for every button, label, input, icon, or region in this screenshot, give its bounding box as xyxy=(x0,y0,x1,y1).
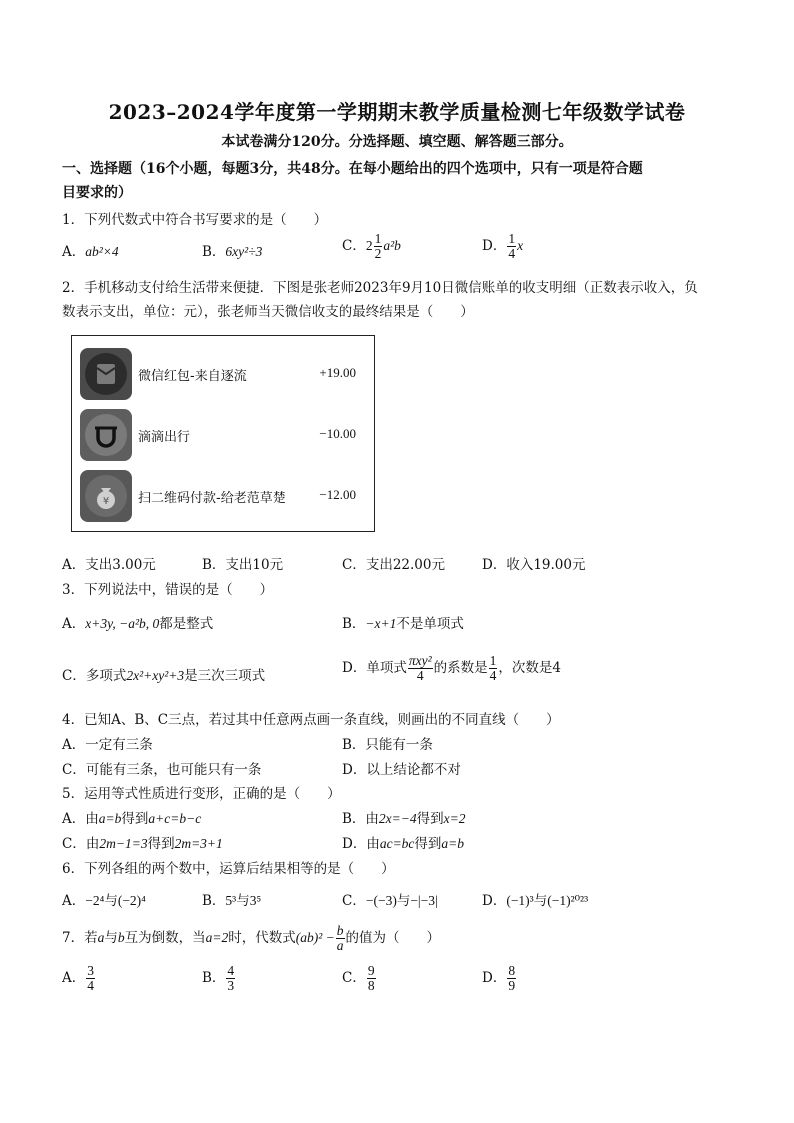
q7-option-b xyxy=(202,964,236,993)
q6-b-e1: 5³ xyxy=(225,893,237,908)
bill-row-amount: −10.00 xyxy=(319,426,356,441)
q5-c-mid: 得到 xyxy=(147,836,175,852)
q7-stem-b: 与 xyxy=(104,930,118,947)
q3-option-b xyxy=(342,612,464,632)
q1-d-num: 1 xyxy=(508,231,516,246)
q7-stem-a: 7．若 xyxy=(62,930,98,947)
q6-b-mid: 与 xyxy=(236,893,250,909)
q6-option-a xyxy=(62,889,146,909)
q2-stem-line2: 数表示支出，单位：元），张老师当天微信收支的最终结果是（ ） xyxy=(62,304,474,320)
q7-b-num: 4 xyxy=(227,963,235,978)
q3-d-label: D．单项式 xyxy=(342,660,407,677)
didi-logo-icon xyxy=(80,409,132,461)
q2-option-b: B．支出10元 xyxy=(202,557,284,573)
q7-stem-c: 互为倒数，当 xyxy=(124,930,206,947)
wechat-bill-figure xyxy=(71,335,375,532)
q6-a-label: A． xyxy=(62,893,86,909)
q7-d-den: 9 xyxy=(508,978,516,994)
q1-d-den: 4 xyxy=(508,246,516,262)
q1-b-label: B． xyxy=(202,244,226,260)
q1-stem: 1．下列代数式中符合书写要求的是（ ） xyxy=(62,212,328,228)
q3-c-tail: 是三次三项式 xyxy=(184,668,266,684)
q2-option-c: C．支出22.00元 xyxy=(342,557,445,573)
q7-a-label: A． xyxy=(62,970,86,987)
q7-a-den: 4 xyxy=(87,978,94,994)
q7-stem-v2: b xyxy=(117,930,125,946)
q3-d-den2: 4 xyxy=(489,668,497,684)
q5-c-e1: 2m−1=3 xyxy=(99,836,148,851)
q6-c-mid: 与 xyxy=(396,893,411,909)
q1-c-label: C． xyxy=(342,238,366,255)
q7-d-fraction xyxy=(507,964,516,993)
q1-option-b xyxy=(202,240,262,260)
q6-d-mid: 与 xyxy=(533,893,548,909)
q6-b-label: B． xyxy=(202,893,226,909)
q3-d-mid: 的系数是 xyxy=(433,660,488,677)
q7-a-fraction xyxy=(86,964,95,993)
q7-d-label: D． xyxy=(482,970,507,987)
q7-option-a xyxy=(62,964,96,993)
q3-a-expr: x+3y, −a²b, 0 xyxy=(85,616,160,631)
q3-d-num: πxy² xyxy=(408,653,432,668)
q5-option-b xyxy=(342,807,466,827)
q5-a-mid: 得到 xyxy=(121,811,149,827)
q7-option-d xyxy=(482,964,517,993)
bill-row xyxy=(80,348,370,400)
q3-d-tail: ，次数是4 xyxy=(498,660,561,677)
q7-c-label: C． xyxy=(342,970,366,987)
q3-a-label: A． xyxy=(62,616,86,632)
q7-c-den: 8 xyxy=(367,978,375,994)
q5-b-mid: 得到 xyxy=(416,811,444,827)
q5-d-mid: 得到 xyxy=(414,836,442,852)
q3-option-a xyxy=(62,612,213,632)
q3-c-expr: 2x²+xy²+3 xyxy=(126,668,185,683)
q3-b-expr: −x+1 xyxy=(365,616,397,631)
q7-stem-tail: 的值为（ ） xyxy=(345,930,440,947)
q2-option-d: D．收入19.00元 xyxy=(482,557,586,573)
q6-c-e1: −(−3) xyxy=(365,893,397,908)
q1-c-whole: 2 xyxy=(365,238,373,254)
q6-a-e2: (−2)⁴ xyxy=(117,893,146,908)
bill-row xyxy=(80,470,370,522)
q7-stem-den: a xyxy=(336,938,344,954)
q7-c-num: 9 xyxy=(367,963,375,978)
q7-option-c xyxy=(342,964,377,993)
q3-d-fraction2 xyxy=(489,654,498,683)
q7-stem-e: a=2 xyxy=(205,930,229,946)
section-heading-line1: 一、选择题（16个小题，每题3分，共48分。在每小题给出的四个选项中，只有一项是符合题 xyxy=(62,161,643,177)
bill-row xyxy=(80,409,370,461)
q6-d-label: D． xyxy=(482,893,507,909)
q3-c-label: C．多项式 xyxy=(62,668,127,684)
q7-stem xyxy=(62,924,440,953)
q4-option-d: D．以上结论都不对 xyxy=(342,762,461,778)
q3-b-tail: 不是单项式 xyxy=(396,616,464,632)
bill-row-amount: −12.00 xyxy=(319,487,356,502)
q5-d-e2: a=b xyxy=(441,836,465,851)
q1-a-label: A． xyxy=(62,244,86,260)
money-bag-icon xyxy=(80,470,132,522)
q7-stem-d: 时，代数式 xyxy=(228,930,296,947)
section-heading-line2: 目要求的） xyxy=(62,185,132,201)
q4-option-b: B．只能有一条 xyxy=(342,737,433,753)
q5-c-e2: 2m=3+1 xyxy=(174,836,223,851)
q1-a-expr: ab²×4 xyxy=(85,244,119,259)
q6-stem: 6．下列各组的两个数中，运算后结果相等的是（ ） xyxy=(62,861,395,877)
q7-stem-fraction xyxy=(336,924,345,953)
q7-stem-expr: (ab)² − xyxy=(295,930,335,946)
q6-c-e2: −|−3| xyxy=(410,893,438,908)
q5-option-d xyxy=(342,832,464,852)
q5-b-e2: x=2 xyxy=(443,811,466,826)
red-envelope-icon xyxy=(80,348,132,400)
q1-option-d xyxy=(482,232,523,261)
q1-c-den: 2 xyxy=(374,246,382,262)
q1-c-tail: a²b xyxy=(383,238,401,254)
q3-option-d xyxy=(342,654,561,683)
q3-d-fraction xyxy=(408,654,433,683)
q3-stem: 3．下列说法中，错误的是（ ） xyxy=(62,582,274,598)
q5-option-a xyxy=(62,807,201,827)
q3-b-label: B． xyxy=(342,616,366,632)
q7-b-label: B． xyxy=(202,970,226,987)
svg-text:¥: ¥ xyxy=(102,496,110,507)
q7-a-num: 3 xyxy=(87,963,94,978)
q7-c-fraction xyxy=(367,964,376,993)
page-subtitle: 本试卷满分120分。分选择题、填空题、解答题三部分。 xyxy=(221,134,573,150)
page-title: 2023–2024学年度第一学期期末教学质量检测七年级数学试卷 xyxy=(108,100,686,124)
q2-option-a: A．支出3.00元 xyxy=(62,557,156,573)
q1-c-num: 1 xyxy=(374,231,382,246)
q5-b-label: B．由 xyxy=(342,811,379,827)
q1-d-fraction xyxy=(507,232,516,261)
bill-row-label: 扫二维码付款-给老范草楚 xyxy=(138,491,286,506)
q1-b-expr: 6xy²÷3 xyxy=(225,244,263,259)
q5-c-label: C．由 xyxy=(62,836,100,852)
q3-a-tail: 都是整式 xyxy=(159,616,214,632)
q6-a-e1: −2⁴ xyxy=(85,893,105,908)
q1-option-c xyxy=(342,232,401,261)
q6-c-label: C． xyxy=(342,893,366,909)
q6-option-c xyxy=(342,889,438,909)
q5-d-label: D．由 xyxy=(342,836,380,852)
q7-stem-num: b xyxy=(336,923,344,938)
q5-a-label: A．由 xyxy=(62,811,99,827)
q6-b-e2: 3⁵ xyxy=(249,893,262,908)
q5-option-c xyxy=(62,832,223,852)
q3-d-num2: 1 xyxy=(489,653,497,668)
q1-d-tail: x xyxy=(517,238,524,254)
q5-b-e1: 2x=−4 xyxy=(378,811,417,826)
q1-option-a xyxy=(62,240,119,260)
q5-d-e1: ac=bc xyxy=(379,836,415,851)
q6-d-e1: (−1)³ xyxy=(506,893,534,908)
q4-option-a: A．一定有三条 xyxy=(62,737,153,753)
bill-row-amount: +19.00 xyxy=(319,365,356,380)
q7-b-den: 3 xyxy=(227,978,235,994)
bill-row-label: 微信红包-来自逐流 xyxy=(138,369,247,384)
q7-d-num: 8 xyxy=(508,963,516,978)
q5-stem: 5．运用等式性质进行变形，正确的是（ ） xyxy=(62,786,341,802)
q2-stem-line1: 2．手机移动支付给生活带来便捷．下图是张老师2023年9月10日微信账单的收支明细（正数表示收入，负 xyxy=(62,280,698,296)
q6-a-mid: 与 xyxy=(104,893,118,909)
q1-c-fraction xyxy=(374,232,383,261)
q3-d-den: 4 xyxy=(416,668,424,684)
q5-a-e2: a+c=b−c xyxy=(148,811,202,826)
q7-stem-v1: a xyxy=(97,930,105,946)
q6-d-e2: (−1)²⁰²³ xyxy=(547,893,589,908)
q1-d-label: D． xyxy=(482,238,507,255)
q3-option-c xyxy=(62,664,265,684)
q7-b-fraction xyxy=(226,964,235,993)
q4-stem: 4．已知A、B、C三点，若过其中任意两点画一条直线，则画出的不同直线（ ） xyxy=(62,712,560,728)
bill-row-label: 滴滴出行 xyxy=(138,430,191,445)
q6-option-b xyxy=(202,889,261,909)
q4-option-c: C．可能有三条，也可能只有一条 xyxy=(62,762,262,778)
q6-option-d xyxy=(482,889,588,909)
q5-a-e1: a=b xyxy=(98,811,122,826)
